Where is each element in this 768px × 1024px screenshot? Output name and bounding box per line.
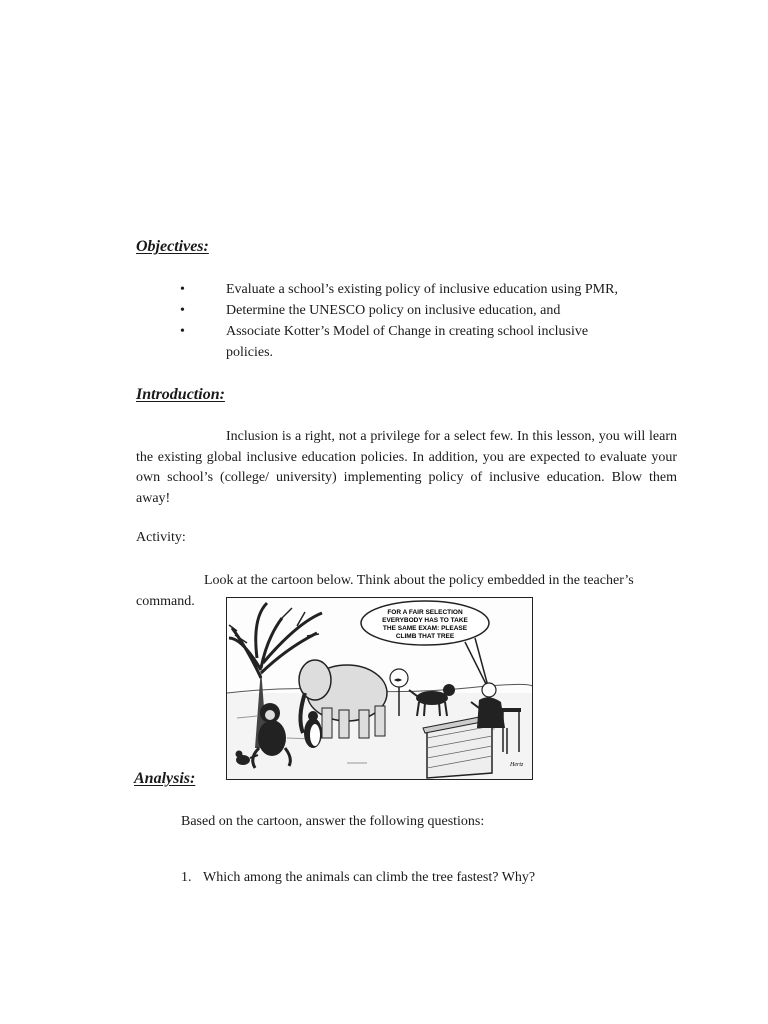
question-number: 1. [181, 870, 192, 885]
cartoon-signature: Hertz [510, 762, 524, 768]
question-item [181, 870, 535, 886]
objective-text: Associate Kotter’s Model of Change in creating school inclusive policies. [226, 324, 589, 360]
bullet-icon: • [180, 324, 185, 339]
speech-bubble-line: THE SAME EXAM: PLEASE [382, 625, 468, 632]
bullet-icon: • [180, 282, 185, 297]
objective-text: Determine the UNESCO policy on inclusive education, and [226, 303, 561, 318]
question-text: Which among the animals can climb the tree fastest? Why? [203, 870, 536, 885]
speech-bubble-line: CLIMB THAT TREE [395, 633, 455, 640]
list-item [180, 300, 680, 321]
list-item [180, 279, 680, 300]
bullet-icon: • [180, 303, 185, 318]
speech-bubble-line: FOR A FAIR SELECTION [387, 609, 463, 616]
cartoon-image [226, 597, 533, 780]
cartoon-drawing [227, 598, 532, 779]
analysis-heading: Analysis: [134, 770, 196, 787]
introduction-heading: Introduction: [136, 386, 225, 403]
objectives-heading: Objectives: [136, 238, 209, 255]
introduction-paragraph: Inclusion is a right, not a privilege for a select few. In this lesson, you will learn the existing global inclusive education policies. In addition, you are expected to evaluate your own school’s (college/ university) implementing policy of inclusive education. Blow them away! [136, 429, 677, 506]
list-item [180, 321, 680, 363]
objective-text: Evaluate a school’s existing policy of inclusive education using PMR, [226, 282, 618, 297]
activity-label: Activity: [136, 530, 186, 545]
speech-bubble-line: EVERYBODY HAS TO TAKE [382, 617, 468, 624]
activity-instruction: Look at the cartoon below. Think about the policy embedded in the teacher’s command. [136, 573, 634, 609]
objectives-list [180, 279, 680, 363]
analysis-intro: Based on the cartoon, answer the following questions: [181, 814, 485, 829]
